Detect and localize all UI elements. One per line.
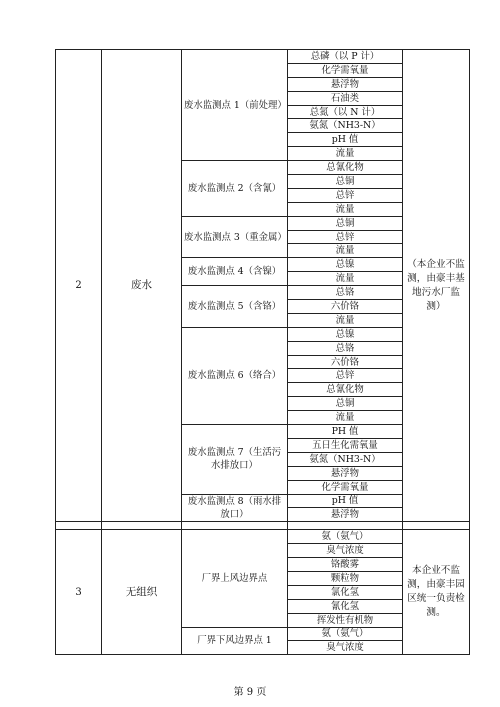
monitoring-point: 废水监测点 3（重金属） bbox=[182, 216, 288, 258]
monitoring-item: 氨（氨气） bbox=[288, 627, 403, 641]
row-number: 3 bbox=[56, 530, 102, 655]
monitoring-item: 总铜 bbox=[288, 216, 403, 230]
monitoring-item: 氨氮（NH3-N） bbox=[288, 452, 403, 466]
blank-cell bbox=[182, 522, 288, 530]
monitoring-item: pH 值 bbox=[288, 133, 403, 147]
monitoring-item: PH 值 bbox=[288, 425, 403, 439]
monitoring-point: 废水监测点 7（生活污水排放口） bbox=[182, 425, 288, 494]
blank-cell bbox=[403, 522, 470, 530]
monitoring-item: 氰化氢 bbox=[288, 599, 403, 613]
monitoring-item: 流量 bbox=[288, 147, 403, 161]
monitoring-item: 悬浮物 bbox=[288, 508, 403, 522]
monitoring-item: 五日生化需氧量 bbox=[288, 438, 403, 452]
monitoring-item: 铬酸雾 bbox=[288, 558, 403, 572]
monitoring-point: 废水监测点 6（络合） bbox=[182, 327, 288, 424]
monitoring-table bbox=[55, 49, 470, 655]
monitoring-item: pH 值 bbox=[288, 494, 403, 508]
monitoring-point: 废水监测点 2（含氰） bbox=[182, 161, 288, 217]
monitoring-note: （本企业不监测，由豪丰基地污水厂监测） bbox=[403, 50, 470, 522]
monitoring-point: 废水监测点 1（前处理） bbox=[182, 50, 288, 161]
monitoring-item: 氯化氢 bbox=[288, 585, 403, 599]
monitoring-item: 总氰化物 bbox=[288, 161, 403, 175]
monitoring-note: 本企业不监测，由豪丰园区统一负责检测。 bbox=[403, 530, 470, 655]
monitoring-item: 总镍 bbox=[288, 258, 403, 272]
monitoring-item: 总锌 bbox=[288, 188, 403, 202]
monitoring-item: 总锌 bbox=[288, 230, 403, 244]
pollutant-category: 无组织 bbox=[102, 530, 182, 655]
monitoring-item: 总铬 bbox=[288, 286, 403, 300]
monitoring-item: 流量 bbox=[288, 411, 403, 425]
monitoring-item: 臭气浓度 bbox=[288, 641, 403, 655]
monitoring-item: 流量 bbox=[288, 202, 403, 216]
monitoring-point: 废水监测点 8（雨水排放口） bbox=[182, 494, 288, 522]
monitoring-item: 悬浮物 bbox=[288, 466, 403, 480]
section-gap-row bbox=[56, 522, 470, 530]
monitoring-item: 总氰化物 bbox=[288, 383, 403, 397]
monitoring-item: 总铜 bbox=[288, 175, 403, 189]
monitoring-item: 流量 bbox=[288, 313, 403, 327]
monitoring-item: 流量 bbox=[288, 272, 403, 286]
monitoring-item: 总铬 bbox=[288, 341, 403, 355]
monitoring-item: 臭气浓度 bbox=[288, 544, 403, 558]
monitoring-item: 总氮（以 N 计） bbox=[288, 105, 403, 119]
table-body bbox=[56, 50, 470, 655]
monitoring-item: 氨（氨气） bbox=[288, 530, 403, 544]
blank-cell bbox=[102, 522, 182, 530]
monitoring-item: 流量 bbox=[288, 244, 403, 258]
monitoring-point: 厂界下风边界点 1 bbox=[182, 627, 288, 655]
monitoring-point: 废水监测点 4（含镍） bbox=[182, 258, 288, 286]
page-number: 第 9 页 bbox=[233, 687, 267, 698]
monitoring-item: 总磷（以 P 计） bbox=[288, 50, 403, 64]
table-row bbox=[56, 50, 470, 64]
monitoring-item: 化学需氧量 bbox=[288, 480, 403, 494]
blank-cell bbox=[56, 522, 102, 530]
monitoring-item: 总锌 bbox=[288, 369, 403, 383]
monitoring-item: 化学需氧量 bbox=[288, 63, 403, 77]
monitoring-item: 总镍 bbox=[288, 327, 403, 341]
monitoring-item: 总铜 bbox=[288, 397, 403, 411]
monitoring-item: 氨氮（NH3-N） bbox=[288, 119, 403, 133]
monitoring-item: 挥发性有机物 bbox=[288, 613, 403, 627]
row-number: 2 bbox=[56, 50, 102, 522]
pollutant-category: 废水 bbox=[102, 50, 182, 522]
monitoring-item: 石油类 bbox=[288, 91, 403, 105]
monitoring-point: 废水监测点 5（含铬） bbox=[182, 286, 288, 328]
table-row bbox=[56, 530, 470, 544]
blank-cell bbox=[288, 522, 403, 530]
monitoring-item: 六价铬 bbox=[288, 300, 403, 314]
monitoring-item: 颗粒物 bbox=[288, 571, 403, 585]
monitoring-item: 六价铬 bbox=[288, 355, 403, 369]
monitoring-point: 厂界上风边界点 bbox=[182, 530, 288, 627]
monitoring-item: 悬浮物 bbox=[288, 77, 403, 91]
